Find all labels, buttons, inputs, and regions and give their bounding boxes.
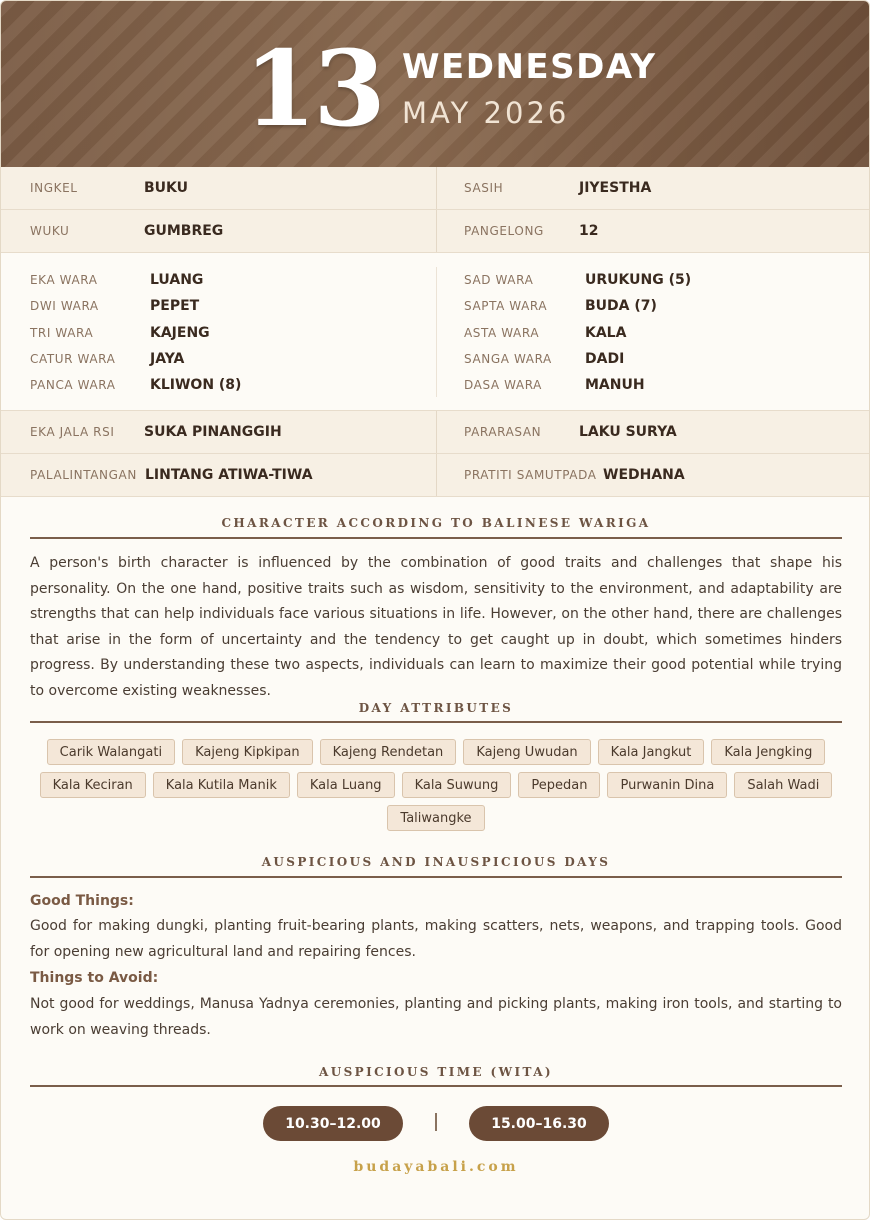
wuku-value: GUMBREG [144,223,224,239]
attribute-tag: Taliwangke [387,805,484,831]
info-row-eka-jala-rsi [1,411,870,454]
days-section-title: AUSPICIOUS AND INAUSPICIOUS DAYS [261,855,611,869]
good-things-label: Good Things: [30,893,134,909]
things-to-avoid-text: Not good for weddings, Manusa Yadnya ceremonies, planting and picking plants, making iron tools, and starting to work on weaving threads. [30,996,842,1038]
info-row-ingkel [1,167,870,210]
info-cell-eka-jala-rsi [1,411,436,453]
attribute-tag: Kajeng Rendetan [320,739,457,765]
attribute-tag: Kajeng Kipkipan [182,739,312,765]
wara-label: DWI WARA [30,299,99,314]
eka-jala-rsi-value: SUKA PINANGGIH [144,424,282,440]
wara-value: LUANG [150,272,204,289]
pararasan-label: PARARASAN [464,425,542,439]
time-slot-pill: 15.00–16.30 [469,1106,609,1141]
attribute-tag: Kala Luang [297,772,395,798]
wara-value: KALA [585,324,627,341]
character-section-rule [30,537,842,539]
wara-left-column [1,267,436,398]
wara-item [436,346,870,372]
attribute-tag: Salah Wadi [734,772,832,798]
footer-brand: budayabali.com [353,1159,519,1175]
pratiti-samutpada-value: WEDHANA [603,467,685,483]
date-header [1,1,870,167]
wara-label: TRI WARA [30,325,94,340]
time-section-title: AUSPICIOUS TIME (WITA) [319,1065,553,1079]
wara-label: CATUR WARA [30,352,116,367]
attribute-tag: Kala Jangkut [598,739,705,765]
palalintangan-value: LINTANG ATIWA-TIWA [145,467,313,483]
things-to-avoid-label: Things to Avoid: [30,970,159,986]
attribute-tag: Kajeng Uwudan [463,739,590,765]
time-separator [435,1113,437,1131]
character-text: A person's birth character is influenced by the combination of good traits and challenges that shape his personality. On the one hand, positive traits such as wisdom, sensitivity to the environment, and adaptability are strengths that can help individuals face various situations in life. However, on the other hand, there are challenges that arise in the form of uncertainty and the tendency to get caught up in doubt, which sometimes hinders progress. By understanding these two aspects, individuals can learn to maximize their good potential while trying to overcome existing weaknesses. [30,555,842,699]
pangelong-label: PANGELONG [464,224,544,238]
tag-row [30,805,842,831]
pararasan-value: LAKU SURYA [579,424,677,440]
ingkel-label: INGKEL [30,181,78,195]
wara-item [436,293,870,319]
info-row-wuku [1,210,870,253]
attribute-tag: Carik Walangati [47,739,175,765]
wara-label: DASA WARA [464,378,542,393]
wara-item [436,372,870,398]
wara-label: EKA WARA [30,273,98,288]
month-year: MAY 2026 [402,96,570,130]
attribute-tag: Purwanin Dina [607,772,727,798]
wara-label: PANCA WARA [30,378,116,393]
wara-value: DADI [585,351,625,368]
wara-value: MANUH [585,377,645,394]
tag-row [30,739,842,765]
sasih-label: SASIH [464,181,504,195]
wara-value: KLIWON (8) [150,377,242,394]
wara-value: URUKUNG (5) [585,272,692,289]
info-cell-sasih [436,167,870,209]
time-section-rule [30,1085,842,1087]
wara-item [436,320,870,346]
wara-item [436,267,870,293]
wara-item [1,346,436,372]
attribute-tag: Kala Kutila Manik [153,772,290,798]
tag-row [30,772,842,798]
wara-item [1,372,436,398]
attribute-tag: Kala Keciran [40,772,146,798]
eka-jala-rsi-label: EKA JALA RSI [30,425,115,439]
wara-value: KAJENG [150,324,210,341]
wara-value: BUDA (7) [585,298,657,315]
wara-label: SAPTA WARA [464,299,548,314]
good-things-text: Good for making dungki, planting fruit-bearing plants, making scatters, nets, weapons, and trapping tools. Good for opening new agricultural land and repairing fences. [30,918,842,960]
wara-value: PEPET [150,298,200,315]
wara-label: ASTA WARA [464,325,540,340]
info-row-palalintangan [1,454,870,497]
attributes-section-rule [30,721,842,723]
wuku-label: WUKU [30,224,70,238]
attributes-section-title: DAY ATTRIBUTES [358,701,514,715]
ingkel-value: BUKU [144,180,189,196]
pratiti-samutpada-label: PRATITI SAMUTPADA [464,468,597,482]
wara-item [1,293,436,319]
info-cell-wuku [1,210,436,252]
info-cell-pratiti-samutpada [436,454,870,496]
wara-item [1,267,436,293]
wara-item [1,320,436,346]
info-cell-ingkel [1,167,436,209]
info-cell-palalintangan [1,454,436,496]
time-slot-pill: 10.30–12.00 [263,1106,403,1141]
pangelong-value: 12 [579,223,599,239]
info-cell-pararasan [436,411,870,453]
palalintangan-label: PALALINTANGAN [30,468,137,482]
days-section-rule [30,876,842,878]
day-number: 13 [244,27,383,150]
attribute-tag: Pepedan [518,772,600,798]
character-section-title: CHARACTER ACCORDING TO BALINESE WARIGA [221,516,651,530]
wara-value: JAYA [150,351,185,368]
attribute-tag: Kala Jengking [711,739,825,765]
wara-label: SANGA WARA [464,352,552,367]
wara-label: SAD WARA [464,273,534,288]
attribute-tag: Kala Suwung [402,772,512,798]
wara-right-column [436,267,870,398]
wara-block [1,253,870,411]
weekday: WEDNESDAY [402,47,657,87]
sasih-value: JIYESTHA [579,180,652,196]
info-cell-pangelong [436,210,870,252]
attribute-tags [30,739,842,838]
